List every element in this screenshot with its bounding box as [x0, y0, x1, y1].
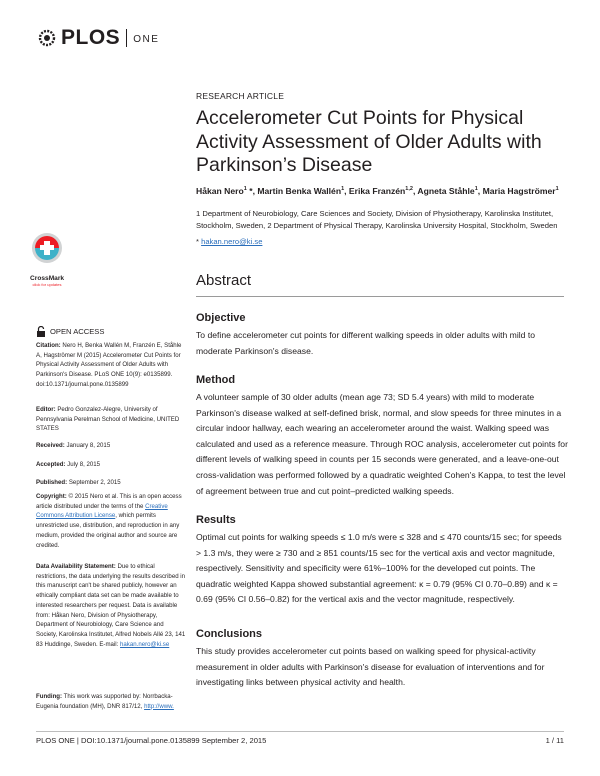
copyright-block: Copyright: © 2015 Nero et al. This is an open access article distributed under the terms of the Creative Commons Attribution License, which permits unrestricted use, distribution, and reproduction in any medium, provided the original author and source are credited.	[36, 493, 182, 549]
conclusions-text: This study provides accelerometer cut points based on walking speed for physical-activity measurement in older adults with Parkinson's disease for evaluation of interventions and for investigating links between physical activity and health.	[196, 646, 545, 688]
open-access-label: OPEN ACCESS	[50, 327, 105, 336]
editor-block: Editor: Pedro Gonzalez-Alegre, University of Pennsylvania Perelman School of Medicine, UNITED STATES	[36, 406, 180, 433]
logo-divider	[126, 29, 127, 47]
open-access-badge	[36, 326, 104, 337]
author-4[interactable]: Agneta Ståhle$^1$	[417, 186, 478, 196]
citation-block: Citation: Nero H, Benka Wallén M, Franzén E, Ståhle A, Hagströmer M (2015) Accelerometer Cut Points for Physical Activity Assessment of Older Adults with Parkinson's Disease. PLoS ONE 10(9): e0135899. doi:10.1371/journal.pone.0135899	[36, 342, 182, 388]
footer-citation: PLOS ONE | DOI:10.1371/journal.pone.0135899 September 2, 2015	[36, 736, 267, 745]
journal-name: ONE	[133, 33, 160, 45]
abstract-heading: Abstract	[196, 272, 252, 289]
data-availability-block: Data Availability Statement: Due to ethical restrictions, the data underlying the results described in this manuscript can't be shared publicly, however an ethically compliant data set can be made available to interested researchers per request. Data is available from: Håkan Nero, Division of Physiotherapy, Department of Neurobiology, Care Science and Society, Karolinska Institutet, Alfred Nobels Allé 23, 141 83 Huddinge, Sweden. E-mail: hakan.nero@ki.se	[36, 563, 186, 648]
page-number: 1 / 11	[545, 736, 564, 745]
published-block: Published: September 2, 2015	[36, 479, 121, 486]
author-list: Håkan Nero$^1$ *, Martin Benka Wallén$^1$, Erika Franzén$^{1,2}$, Agneta Ståhle$^1$, Maria Hagströmer$^1$	[196, 186, 559, 196]
crossmark-icon	[30, 231, 64, 271]
email-link[interactable]: hakan.nero@ki.se	[201, 237, 263, 246]
conclusions-heading: Conclusions	[196, 628, 263, 640]
crossmark-label: CrossMark	[30, 275, 65, 282]
footer-divider	[36, 731, 564, 732]
received-block: Received: January 8, 2015	[36, 442, 111, 449]
affiliations: 1 Department of Neurobiology, Care Sciences and Society, Division of Physiotherapy, Karolinska Institutet, Stockholm, Sweden, 2 Department of Physical Therapy, Karolinska University Hospital, Stockholm, Sweden	[196, 209, 558, 230]
results-heading: Results	[196, 514, 236, 526]
author-1[interactable]: Håkan Nero$^1$ *	[196, 186, 253, 196]
author-3[interactable]: Erika Franzén$^{1,2}$	[348, 186, 413, 196]
article-type: RESEARCH ARTICLE	[196, 91, 285, 101]
results-text: Optimal cut points for walking speeds ≤ 1.0 m/s were ≤ 328 and ≤ 470 counts/15 sec; for speeds > 1.3 m/s, they were ≥ 730 and ≥ 851 counts/15 sec for the vertical axis and vector magnitude, respectively. Sensitivity and specificity were 61%–100% for the developed cut points. The quadratic weighted Kappa showed substantial agreement: κ = 0.79 (95% CI 0.70–0.89) and κ = 0.69 (95% CI 0.56–0.82) for the vertical axis and the vector magnitude, respectively.	[196, 532, 562, 605]
author-2[interactable]: Martin Benka Wallén$^1$	[257, 186, 345, 196]
open-lock-icon	[36, 326, 46, 337]
objective-text: To define accelerometer cut points for different walking speeds in older adults with mild to moderate Parkinson's disease.	[196, 330, 535, 356]
funding-link[interactable]: http://www.	[144, 702, 174, 710]
abstract-divider	[196, 296, 564, 297]
accepted-block: Accepted: July 8, 2015	[36, 461, 101, 468]
plos-logo-icon	[36, 27, 58, 49]
objective-heading: Objective	[196, 312, 246, 324]
license-link[interactable]: Creative Commons Attribution License	[36, 502, 168, 520]
corresponding-email	[196, 237, 262, 246]
brand-name: PLOS	[61, 26, 121, 49]
email-marker: *	[196, 237, 199, 246]
funding-block: Funding: This work was supported by: Norrbacka-Eugenia foundation (MH), DNR 817/12, http://www.	[36, 693, 174, 710]
data-email-link[interactable]: hakan.nero@ki.se	[120, 640, 170, 648]
crossmark-badge[interactable]	[30, 231, 64, 285]
method-heading: Method	[196, 374, 236, 386]
author-5[interactable]: Maria Hagströmer$^1$	[482, 186, 559, 196]
plos-logo	[36, 24, 159, 52]
crossmark-sublabel: click for updates	[32, 282, 62, 287]
article-title: Accelerometer Cut Points for Physical Activity Assessment of Older Adults with Parkinson’s Disease	[196, 107, 542, 176]
method-text: A volunteer sample of 30 older adults (mean age 73; SD 5.4 years) with mild to moderate Parkinson's disease walked at self-defined brisk, normal, and slow speeds for three minutes in a circular indoor hallway, each wearing an accelerometer around the waist. Walking speed was calculated and used as a reference measure. Through ROC analysis, accelerometer cut points for different levels of walking speed in counts per 15 seconds were generated, and a leave-one-out cross-validation was performed followed by a quadratic weighted Cohen's Kappa, to test the level of agreement between true and cut point–predicted walking speeds.	[196, 392, 568, 496]
